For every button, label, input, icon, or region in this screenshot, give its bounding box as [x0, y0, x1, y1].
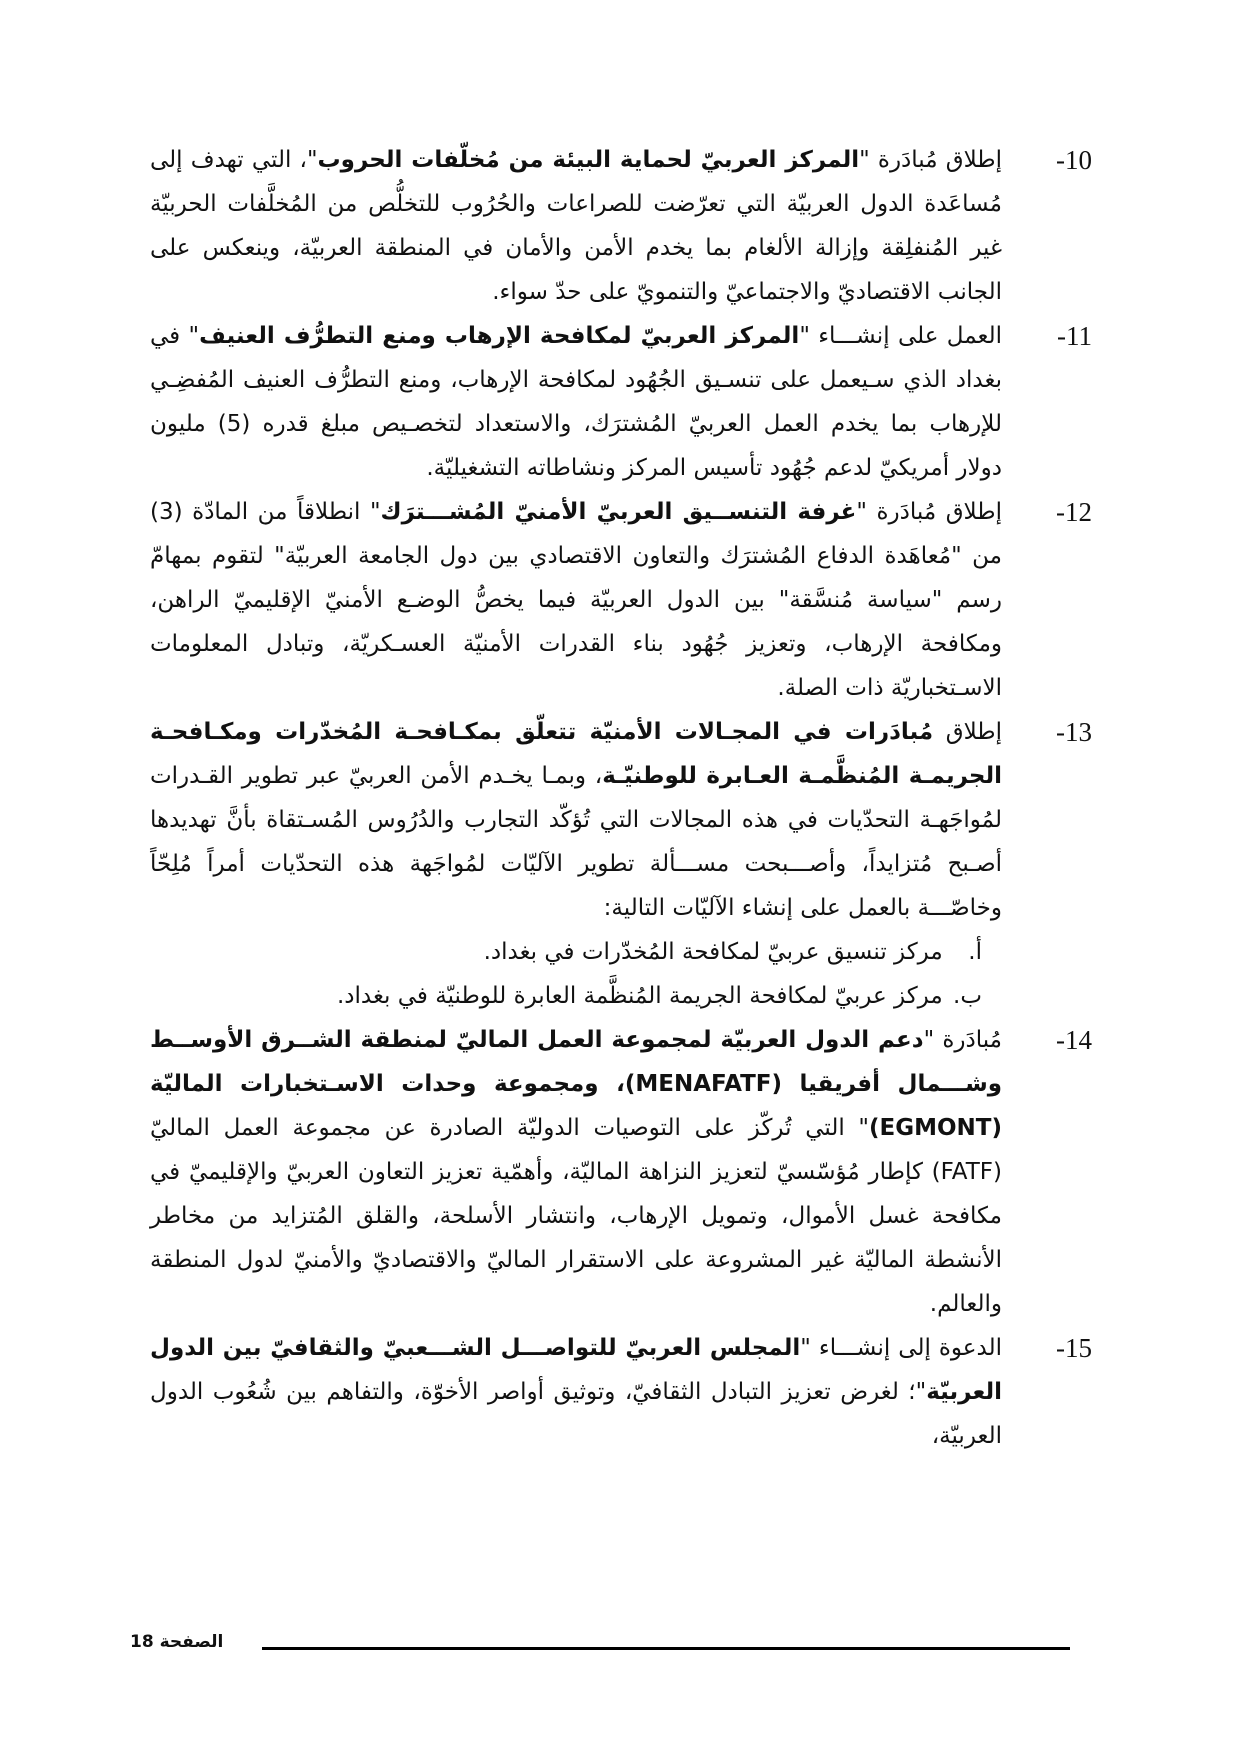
item-title: دعم الدول العربيّة لمجموعة العمل الماليّ لمنطقة الشــرق الأوســط وشـــمال أفريقيا (MENAFATF)، ومجموعة وحدات الاسـتخبارات الماليّة (EGMONT)	[150, 1027, 1002, 1141]
item-text-lead: إطلاق مُبادَرة "	[856, 499, 1002, 525]
page-number-footer	[130, 1632, 223, 1652]
item-text	[150, 1018, 1002, 1326]
item-number: -13	[1056, 717, 1092, 747]
item-text-body: " في بغداد الذي سـيعمل على تنسـيق الجُهُود لمكافحة الإرهاب، ومنع التطرُّف العنيف المُفضِـي للإرهاب بما يخدم العمل العربيّ المُشترَك، والاستعداد لتخصـيص مبلغ قدره (5) مليون دولار أمريكيّ لدعم جُهُود تأسيس المركز ونشاطاته التشغيليّة.	[150, 323, 1003, 481]
sub-item-text: مركز تنسيق عربيّ لمكافحة المُخدّرات في بغداد.	[483, 939, 943, 965]
footer-divider	[262, 1647, 1070, 1650]
item-title: المركز العربيّ لحماية البيئة من مُخلّفات الحروب	[317, 147, 860, 173]
sub-item-letter: أ.	[968, 939, 982, 965]
item-number: -10	[1056, 145, 1092, 175]
page-number: 18	[130, 1632, 154, 1652]
page-label: الصفحة	[159, 1632, 224, 1652]
sub-item-b	[150, 974, 1092, 1018]
item-text-body: "؛ لغرض تعزيز التبادل الثقافيّ، وتوثيق أواصر الأخوّة، والتفاهم بين شُعُوب الدول العربيّة،	[150, 1379, 1002, 1449]
item-title: غرفة التنســيق العربيّ الأمنيّ المُشـــترَك	[380, 499, 857, 525]
sub-item-letter: ب.	[953, 983, 982, 1009]
document-body	[150, 138, 1092, 1458]
list-item-15	[150, 1326, 1092, 1458]
item-text	[150, 138, 1002, 314]
item-title: المجلس العربيّ للتواصـــل الشـــعبيّ والثقافيّ بين الدول العربيّة	[150, 1335, 1002, 1405]
sub-item-a	[150, 930, 1092, 974]
sub-item-text: مركز عربيّ لمكافحة الجريمة المُنظَّمة العابرة للوطنيّة في بغداد.	[336, 983, 943, 1009]
item-text-body: "، التي تهدف إلى مُساعَدة الدول العربيّة التي تعرّضت للصراعات والحُرُوب للتخلُّص من المُخلَّفات الحربيّة غير المُنفلِقة وإزالة الألغام بما يخدم الأمن والأمان في المنطقة العربيّة، وينعكس على الجانب الاقتصاديّ والاجتماعيّ والتنمويّ على حدّ سواء.	[150, 147, 1002, 305]
item-text	[150, 490, 1002, 710]
item-number: -12	[1056, 497, 1092, 527]
item-title: مُبادَرات في المجـالات الأمنيّة تتعلّق بمكـافحـة المُخدّرات ومكـافحـة الجريمـة المُنظَّمـة العـابرة للوطنيّـة	[150, 719, 1002, 789]
item-title: المركز العربيّ لمكافحة الإرهاب ومنع التطرُّف العنيف	[199, 323, 800, 349]
item-text-lead: العمل على إنشـــاء "	[799, 323, 1003, 349]
list-item-13	[150, 710, 1092, 930]
item-number: -11	[1057, 321, 1092, 351]
item-text	[150, 710, 1002, 930]
list-item-10	[150, 138, 1092, 314]
list-item-14	[150, 1018, 1092, 1326]
item-text	[150, 1326, 1002, 1458]
item-text-lead: إطلاق	[933, 719, 1002, 745]
item-text-lead: إطلاق مُبادَرة "	[859, 147, 1002, 173]
item-text-lead: مُبادَرة "	[923, 1027, 1002, 1053]
item-text-lead: الدعوة إلى إنشـــاء "	[800, 1335, 1003, 1361]
list-item-11	[150, 314, 1092, 490]
item-number: -14	[1056, 1025, 1092, 1055]
item-text-body: " التي تُركّز على التوصيات الدوليّة الصادرة عن مجموعة العمل الماليّ (FATF) كإطار مُؤسّسيّ لتعزيز النزاهة الماليّة، وأهمّية تعزيز التعاون العربيّ والإقليميّ في مكافحة غسل الأموال، وتمويل الإرهاب، وانتشار الأسلحة، والقلق المُتزايد من مخاطر الأنشطة الماليّة غير المشروعة على الاستقرار الماليّ والاقتصاديّ والأمنيّ لدول المنطقة والعالم.	[150, 1115, 1002, 1317]
list-item-12	[150, 490, 1092, 710]
item-text-body: ، وبمـا يخـدم الأمن العربيّ عبر تطوير القـدرات لمُواجَهـة التحدّيات في هذه المجالات التي تُؤكّد التجارب والدُرُوس المُسـتقاة بأنَّ تهديدها أصـبح مُتزايداً، وأصـــبحت مســـألة تطوير الآليّات لمُواجَهة هذه التحدّيات أمراً مُلِحّاً وخاصّـــة بالعمل على إنشاء الآليّات التالية:	[150, 763, 1002, 921]
item-text-body: " انطلاقاً من المادّة (3) من "مُعاهَدة الدفاع المُشترَك والتعاون الاقتصادي بين دول الجامعة العربيّة" لتقوم بمهامّ رسم "سياسة مُنسَّقة" بين الدول العربيّة فيما يخصُّ الوضـع الأمنيّ الإقليميّ الراهن، ومكافحة الإرهاب، وتعزيز جُهُود بناء القدرات الأمنيّة العسـكريّة، وتبادل المعلومات الاسـتخباريّة ذات الصلة.	[150, 499, 1002, 701]
item-number: -15	[1056, 1333, 1092, 1363]
item-text	[150, 314, 1002, 490]
